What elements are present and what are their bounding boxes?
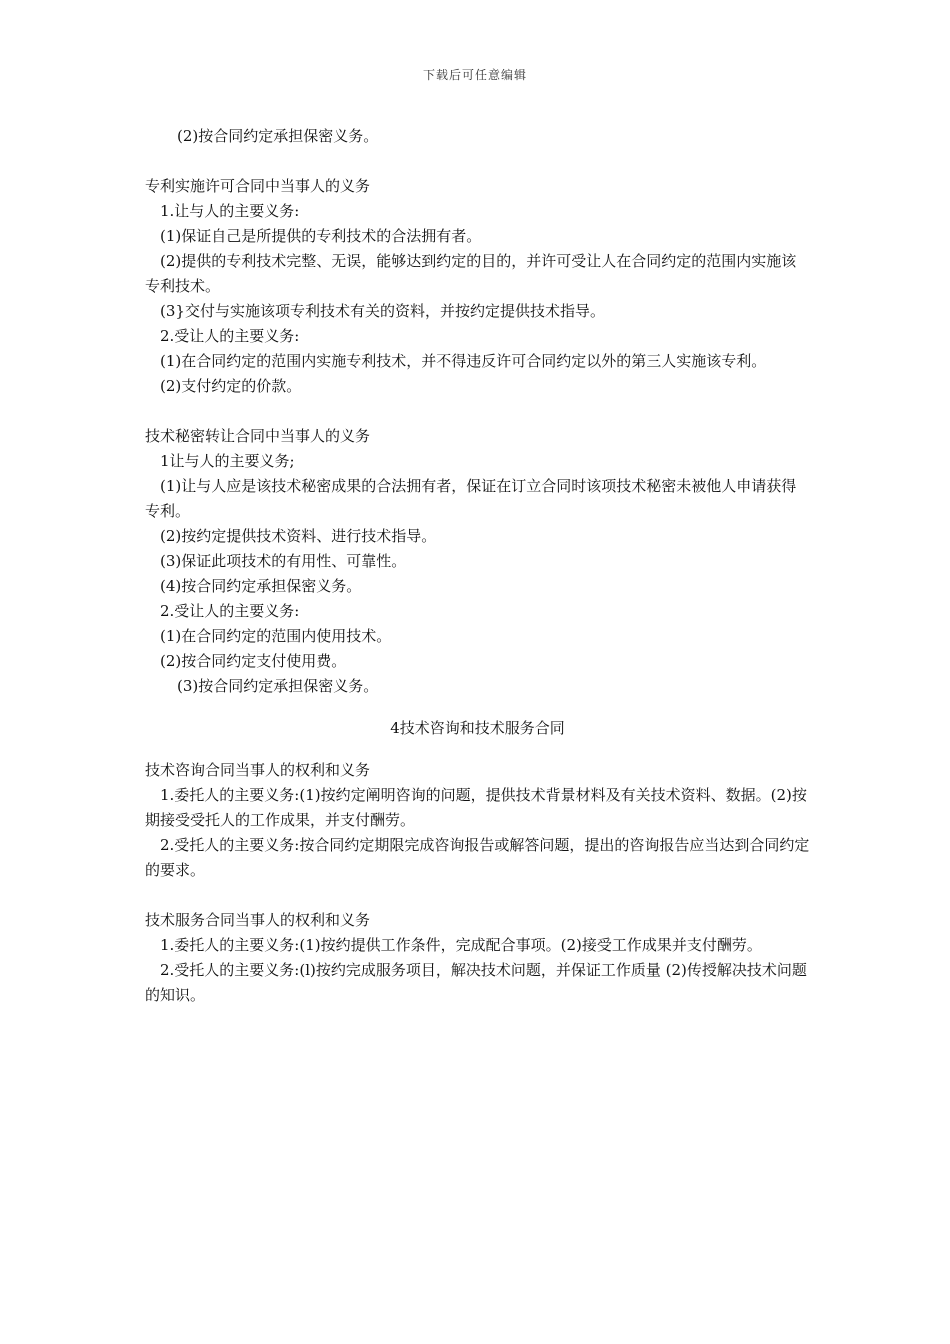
paragraph: 2.受让人的主要义务: xyxy=(160,602,300,620)
paragraph: (1)保证自己是所提供的专利技术的合法拥有者。 xyxy=(160,227,482,245)
document-body xyxy=(145,124,810,1008)
paragraph: (1)在合同约定的范围内使用技术。 xyxy=(160,627,392,645)
paragraph: 1.让与人的主要义务: xyxy=(160,202,300,220)
paragraph: (2)支付约定的价款。 xyxy=(160,377,302,395)
paragraph: (2)按合同约定支付使用费。 xyxy=(160,652,347,670)
paragraph: (1)让与人应是该技术秘密成果的合法拥有者，保证在订立合同时该项技术秘密未被他人申请获得专利。 xyxy=(145,477,797,520)
paragraph: 1.委托人的主要义务:(1)按约定阐明咨询的问题，提供技术背景材料及有关技术资料、数据。(2)按期接受受托人的工作成果，并支付酬劳。 xyxy=(145,786,807,829)
page-header-note: 下载后可任意编辑 xyxy=(422,68,527,82)
paragraph: (1)在合同约定的范围内实施专利技术，并不得违反许可合同约定以外的第三人实施该专利。 xyxy=(160,352,767,370)
section-heading-trade-secret: 技术秘密转让合同中当事人的义务 xyxy=(145,427,371,445)
paragraph: 2.受让人的主要义务: xyxy=(160,327,300,345)
paragraph: (2)按合同约定承担保密义务。 xyxy=(177,127,379,145)
paragraph: (2)提供的专利技术完整、无误，能够达到约定的目的，并许可受让人在合同约定的范围内实施该专利技术。 xyxy=(145,252,797,295)
paragraph: (4)按合同约定承担保密义务。 xyxy=(160,577,362,595)
section-heading-service: 技术服务合同当事人的权利和义务 xyxy=(145,911,371,929)
paragraph: (3}交付与实施该项专利技术有关的资料，并按约定提供技术指导。 xyxy=(160,302,605,320)
paragraph: 2.受托人的主要义务:按合同约定期限完成咨询报告或解答问题，提出的咨询报告应当达到合同约定的要求。 xyxy=(145,836,810,879)
section-heading-consulting: 技术咨询合同当事人的权利和义务 xyxy=(145,761,371,779)
section-heading-patent-license: 专利实施许可合同中当事人的义务 xyxy=(145,177,371,195)
paragraph: 1让与人的主要义务; xyxy=(160,452,295,470)
paragraph: (2)按约定提供技术资料、进行技术指导。 xyxy=(160,527,437,545)
chapter-heading: 4技术咨询和技术服务合同 xyxy=(390,719,565,737)
paragraph: 1.委托人的主要义务:(1)按约提供工作条件，完成配合事项。(2)接受工作成果并支付酬劳。 xyxy=(160,936,762,954)
paragraph: (3)保证此项技术的有用性、可靠性。 xyxy=(160,552,407,570)
paragraph: (3)按合同约定承担保密义务。 xyxy=(177,677,379,695)
paragraph: 2.受托人的主要义务:(l)按约完成服务项目，解决技术问题，并保证工作质量 (2)传授解决技术问题的知识。 xyxy=(145,961,807,1004)
